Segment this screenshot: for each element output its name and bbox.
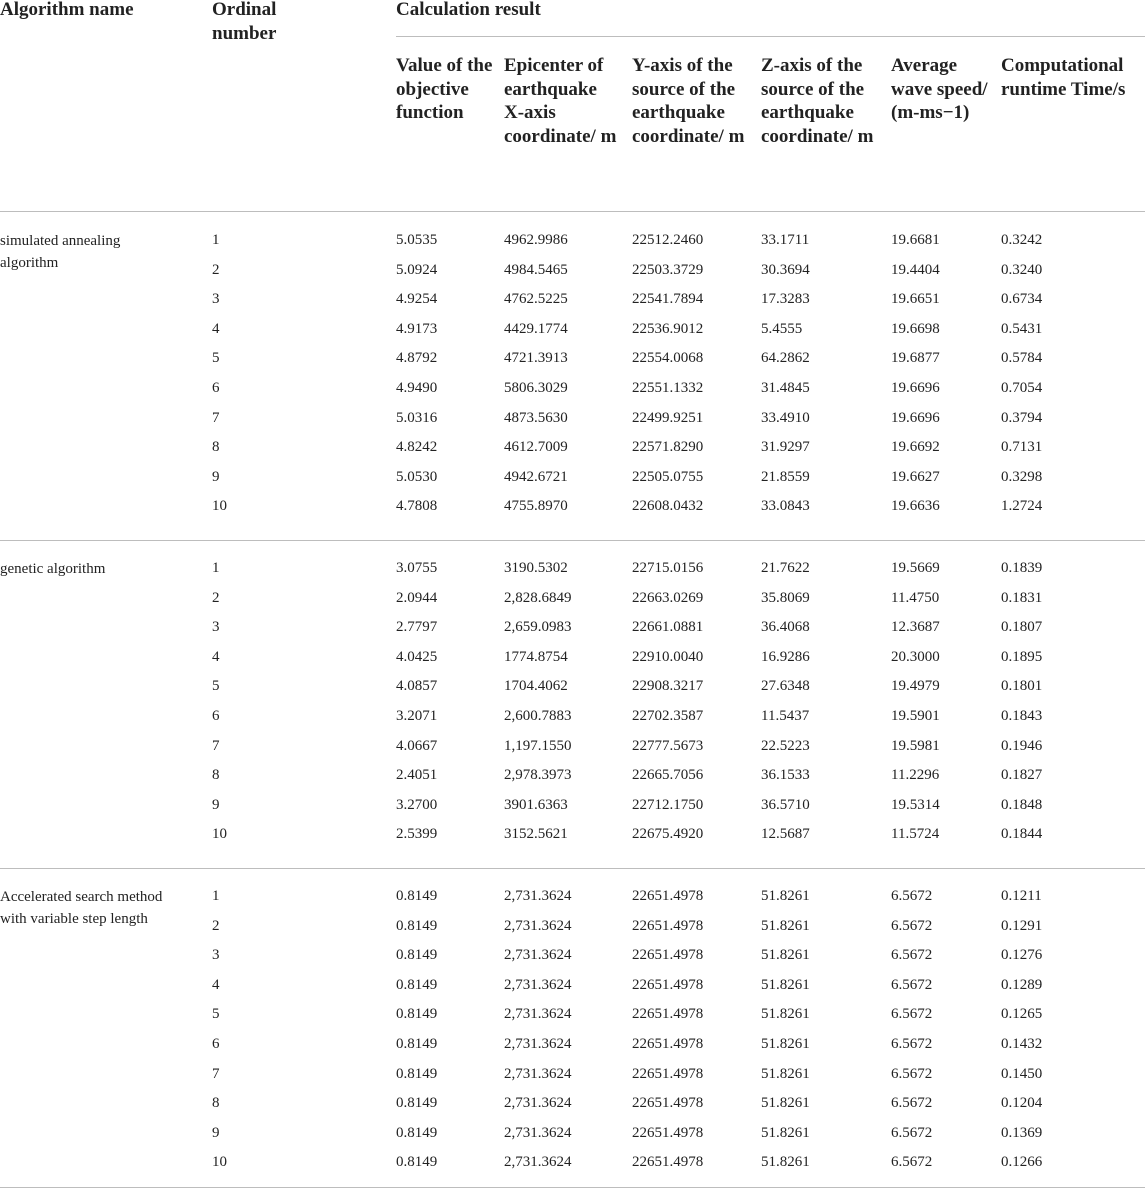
table-cell: 4.9173 (396, 320, 438, 337)
table-cell: 19.4979 (891, 678, 940, 695)
table-cell: 2,600.7883 (504, 708, 572, 724)
ordinal-cell: 9 (212, 1124, 220, 1141)
ordinal-cell: 10 (212, 498, 227, 515)
table-cell: 33.4910 (761, 409, 810, 426)
table-cell: 3190.5302 (504, 560, 568, 576)
table-cell: 19.5981 (891, 737, 940, 754)
ordinal-cell: 3 (212, 291, 220, 308)
table-cell: 19.5314 (891, 796, 940, 813)
table-cell: 4429.1774 (504, 320, 568, 337)
group-separator-rule (0, 1187, 1145, 1188)
table-cell: 0.8149 (396, 888, 438, 904)
table-cell: 19.5669 (891, 560, 940, 576)
table-cell: 16.9286 (761, 648, 810, 665)
table-cell: 0.8149 (396, 947, 438, 964)
header-y-coordinate: Y-axis of the source of the earthquake coordinate/ m (632, 55, 745, 147)
table-cell: 4721.3913 (504, 350, 568, 367)
table-cell: 51.8261 (761, 888, 810, 904)
table-cell: 0.1289 (1001, 976, 1043, 993)
table-cell: 0.5431 (1001, 320, 1043, 337)
table-cell: 0.1265 (1001, 1006, 1043, 1023)
table-cell: 2,731.3624 (504, 888, 572, 904)
table-cell: 35.8069 (761, 589, 810, 606)
ordinal-cell: 5 (212, 350, 220, 367)
table-cell: 19.6627 (891, 468, 940, 485)
table-cell: 31.4845 (761, 380, 810, 396)
table-cell: 0.1839 (1001, 560, 1043, 576)
table-cell: 51.8261 (761, 1095, 810, 1112)
table-cell: 0.8149 (396, 976, 438, 993)
table-cell: 0.8149 (396, 1095, 438, 1112)
table-cell: 0.1946 (1001, 737, 1043, 754)
table-cell: 51.8261 (761, 1124, 810, 1141)
ordinal-cell: 1 (212, 232, 220, 248)
table-cell: 22715.0156 (632, 560, 704, 576)
table-cell: 4755.8970 (504, 498, 568, 515)
table-cell: 11.5724 (891, 826, 940, 843)
table-cell: 0.1844 (1001, 826, 1043, 843)
table-cell: 22505.0755 (632, 468, 704, 485)
table-cell: 3901.6363 (504, 796, 568, 813)
table-cell: 22536.9012 (632, 320, 704, 337)
table-cell: 5806.3029 (504, 380, 568, 396)
table-cell: 19.6696 (891, 409, 940, 426)
table-cell: 22554.0068 (632, 350, 704, 367)
table-cell: 0.1827 (1001, 767, 1043, 784)
table-cell: 0.1204 (1001, 1095, 1043, 1112)
ordinal-cell: 5 (212, 1006, 220, 1023)
table-cell: 6.5672 (891, 1065, 933, 1082)
ordinal-cell: 9 (212, 468, 220, 485)
table-cell: 1.2724 (1001, 498, 1043, 515)
header-calculation-result: Calculation result (396, 0, 541, 20)
ordinal-cell: 2 (212, 917, 220, 934)
algorithm-name-label: genetic algorithm (0, 561, 106, 577)
table-cell: 2,731.3624 (504, 917, 572, 934)
table-cell: 22651.4978 (632, 976, 704, 993)
ordinal-cell: 4 (212, 320, 220, 337)
table-cell: 0.1807 (1001, 619, 1043, 636)
table-cell: 3.0755 (396, 560, 438, 576)
table-cell: 19.6698 (891, 320, 940, 337)
table-cell: 2,731.3624 (504, 1154, 572, 1171)
table-cell: 4.8242 (396, 439, 438, 456)
table-cell: 2,731.3624 (504, 1124, 572, 1141)
table-cell: 0.7054 (1001, 380, 1043, 396)
table-cell: 19.6877 (891, 350, 940, 367)
table-cell: 19.6696 (891, 380, 940, 396)
table-cell: 4.9490 (396, 380, 438, 396)
algorithm-name-label: Accelerated search method with variable step length (0, 889, 163, 927)
table-cell: 22651.4978 (632, 1065, 704, 1082)
table-cell: 4.0667 (396, 737, 438, 754)
ordinal-cell: 1 (212, 888, 220, 904)
table-cell: 0.3298 (1001, 468, 1043, 485)
table-cell: 4612.7009 (504, 439, 568, 456)
table-cell: 22661.0881 (632, 619, 704, 636)
table-cell: 21.8559 (761, 468, 810, 485)
table-cell: 11.5437 (761, 708, 810, 724)
ordinal-cell: 9 (212, 796, 220, 813)
table-cell: 36.4068 (761, 619, 810, 636)
table-cell: 22.5223 (761, 737, 810, 754)
table-cell: 0.3240 (1001, 261, 1043, 278)
table-cell: 5.0535 (396, 232, 438, 248)
table-cell: 0.1450 (1001, 1065, 1043, 1082)
table-cell: 51.8261 (761, 947, 810, 964)
table-cell: 1704.4062 (504, 678, 568, 695)
table-cell: 22910.0040 (632, 648, 704, 665)
table-cell: 6.5672 (891, 917, 933, 934)
table-cell: 4.9254 (396, 291, 438, 308)
ordinal-cell: 8 (212, 439, 220, 456)
ordinal-cell: 10 (212, 826, 227, 843)
ordinal-cell: 6 (212, 380, 220, 396)
table-cell: 1774.8754 (504, 648, 568, 665)
table-cell: 20.3000 (891, 648, 940, 665)
table-cell: 6.5672 (891, 976, 933, 993)
group-separator-rule (0, 868, 1145, 869)
table-cell: 12.3687 (891, 619, 940, 636)
table-cell: 4984.5465 (504, 261, 568, 278)
table-cell: 22702.3587 (632, 708, 704, 724)
table-cell: 3.2700 (396, 796, 438, 813)
table-cell: 2,731.3624 (504, 1006, 572, 1023)
ordinal-cell: 7 (212, 1065, 220, 1082)
table-cell: 4762.5225 (504, 291, 568, 308)
table-cell: 19.5901 (891, 708, 940, 724)
table-cell: 22651.4978 (632, 888, 704, 904)
table-cell: 6.5672 (891, 1036, 933, 1052)
table-cell: 2.0944 (396, 589, 438, 606)
table-cell: 4.7808 (396, 498, 438, 515)
table-cell: 6.5672 (891, 947, 933, 964)
table-cell: 0.8149 (396, 917, 438, 934)
table-cell: 64.2862 (761, 350, 810, 367)
table-cell: 19.6636 (891, 498, 940, 515)
table-cell: 2,731.3624 (504, 976, 572, 993)
table-cell: 4873.5630 (504, 409, 568, 426)
header-objective-function: Value of the objective function (396, 55, 493, 123)
algorithm-name-label: simulated annealing algorithm (0, 233, 121, 271)
header-z-coordinate: Z-axis of the source of the earthquake coordinate/ m (761, 55, 874, 147)
table-cell: 22675.4920 (632, 826, 704, 843)
table-cell: 27.6348 (761, 678, 810, 695)
table-cell: 2,731.3624 (504, 1036, 572, 1052)
table-cell: 12.5687 (761, 826, 810, 843)
table-cell: 5.0924 (396, 261, 438, 278)
table-cell: 36.5710 (761, 796, 810, 813)
table-cell: 22571.8290 (632, 439, 704, 456)
table-cell: 0.1276 (1001, 947, 1043, 964)
ordinal-cell: 7 (212, 737, 220, 754)
table-cell: 0.5784 (1001, 350, 1043, 367)
table-cell: 22651.4978 (632, 1095, 704, 1112)
table-cell: 4.8792 (396, 350, 438, 367)
ordinal-cell: 8 (212, 1095, 220, 1112)
table-cell: 0.8149 (396, 1065, 438, 1082)
table-cell: 22908.3217 (632, 678, 704, 695)
table-cell: 5.4555 (761, 320, 803, 337)
table-cell: 2.7797 (396, 619, 438, 636)
table-cell: 19.4404 (891, 261, 940, 278)
ordinal-cell: 6 (212, 708, 220, 724)
header-subrule (396, 36, 1145, 37)
header-bottom-rule (0, 211, 1145, 212)
table-cell: 22541.7894 (632, 291, 704, 308)
table-cell: 4.0857 (396, 678, 438, 695)
table-cell: 11.2296 (891, 767, 940, 784)
table-cell: 0.1266 (1001, 1154, 1043, 1171)
table-cell: 0.8149 (396, 1154, 438, 1171)
table-cell: 5.0316 (396, 409, 438, 426)
table-cell: 0.1432 (1001, 1036, 1043, 1052)
ordinal-cell: 3 (212, 947, 220, 964)
table-cell: 6.5672 (891, 888, 933, 904)
table-cell: 22503.3729 (632, 261, 704, 278)
table-cell: 4.0425 (396, 648, 438, 665)
table-cell: 51.8261 (761, 1154, 810, 1171)
table-cell: 6.5672 (891, 1006, 933, 1023)
table-cell: 0.8149 (396, 1006, 438, 1023)
header-ordinal-number: Ordinal number (212, 0, 277, 44)
header-runtime: Computational runtime Time/s (1001, 55, 1126, 100)
table-cell: 21.7622 (761, 560, 810, 576)
table-cell: 19.6651 (891, 291, 940, 308)
table-cell: 0.8149 (396, 1036, 438, 1052)
header-x-coordinate: Epicenter of earthquake X-axis coordinate/ m (504, 55, 617, 147)
table-cell: 36.1533 (761, 767, 810, 784)
table-cell: 0.3242 (1001, 232, 1043, 248)
table-cell: 51.8261 (761, 976, 810, 993)
table-cell: 6.5672 (891, 1124, 933, 1141)
table-cell: 31.9297 (761, 439, 810, 456)
table-cell: 2,659.0983 (504, 619, 572, 636)
ordinal-cell: 7 (212, 409, 220, 426)
table-cell: 5.0530 (396, 468, 438, 485)
ordinal-cell: 2 (212, 589, 220, 606)
table-cell: 2.5399 (396, 826, 438, 843)
table-cell: 22651.4978 (632, 947, 704, 964)
table-cell: 22712.1750 (632, 796, 704, 813)
header-average-wave-speed: Average wave speed/ (m-ms−1) (891, 55, 988, 123)
table-cell: 0.1211 (1001, 888, 1042, 904)
table-cell: 2,731.3624 (504, 1065, 572, 1082)
table-cell: 33.1711 (761, 232, 810, 248)
ordinal-cell: 1 (212, 560, 220, 576)
table-cell: 2,828.6849 (504, 589, 572, 606)
table-cell: 22651.4978 (632, 1124, 704, 1141)
table-cell: 0.6734 (1001, 291, 1043, 308)
table-cell: 19.6692 (891, 439, 940, 456)
table-cell: 0.7131 (1001, 439, 1043, 456)
table-cell: 3.2071 (396, 708, 438, 724)
table-cell: 3152.5621 (504, 826, 568, 843)
ordinal-cell: 8 (212, 767, 220, 784)
table-cell: 1,197.1550 (504, 737, 572, 754)
table-cell: 22777.5673 (632, 737, 704, 754)
table-cell: 11.4750 (891, 589, 940, 606)
table-cell: 0.1843 (1001, 708, 1043, 724)
table-cell: 30.3694 (761, 261, 810, 278)
table-cell: 22608.0432 (632, 498, 704, 515)
ordinal-cell: 4 (212, 648, 220, 665)
table-cell: 22651.4978 (632, 1006, 704, 1023)
table-cell: 0.1291 (1001, 917, 1043, 934)
ordinal-cell: 2 (212, 261, 220, 278)
table-cell: 22651.4978 (632, 1154, 704, 1171)
table-cell: 22551.1332 (632, 380, 704, 396)
ordinal-cell: 6 (212, 1036, 220, 1052)
table-cell: 22651.4978 (632, 1036, 704, 1052)
group-separator-rule (0, 540, 1145, 541)
ordinal-cell: 10 (212, 1154, 227, 1171)
table-cell: 2,731.3624 (504, 947, 572, 964)
table-cell: 6.5672 (891, 1095, 933, 1112)
table-cell: 22665.7056 (632, 767, 704, 784)
table-cell: 51.8261 (761, 1006, 810, 1023)
table-cell: 4942.6721 (504, 468, 568, 485)
table-cell: 2,731.3624 (504, 1095, 572, 1112)
ordinal-cell: 4 (212, 976, 220, 993)
table-cell: 0.1848 (1001, 796, 1043, 813)
table-cell: 17.3283 (761, 291, 810, 308)
ordinal-cell: 5 (212, 678, 220, 695)
table-cell: 0.1369 (1001, 1124, 1043, 1141)
table-cell: 0.1895 (1001, 648, 1043, 665)
table-cell: 2.4051 (396, 767, 438, 784)
table-cell: 22651.4978 (632, 917, 704, 934)
table-cell: 22663.0269 (632, 589, 704, 606)
table-cell: 0.1831 (1001, 589, 1043, 606)
table-cell: 2,978.3973 (504, 767, 572, 784)
table-cell: 4962.9986 (504, 232, 568, 248)
table-cell: 22499.9251 (632, 409, 704, 426)
table-cell: 19.6681 (891, 232, 940, 248)
table-cell: 6.5672 (891, 1154, 933, 1171)
table-cell: 51.8261 (761, 917, 810, 934)
table-cell: 0.1801 (1001, 678, 1043, 695)
ordinal-cell: 3 (212, 619, 220, 636)
table-cell: 0.3794 (1001, 409, 1043, 426)
table-cell: 22512.2460 (632, 232, 704, 248)
table-cell: 51.8261 (761, 1065, 810, 1082)
table-cell: 51.8261 (761, 1036, 810, 1052)
table-cell: 0.8149 (396, 1124, 438, 1141)
table-cell: 33.0843 (761, 498, 810, 515)
header-algorithm-name: Algorithm name (0, 0, 134, 20)
